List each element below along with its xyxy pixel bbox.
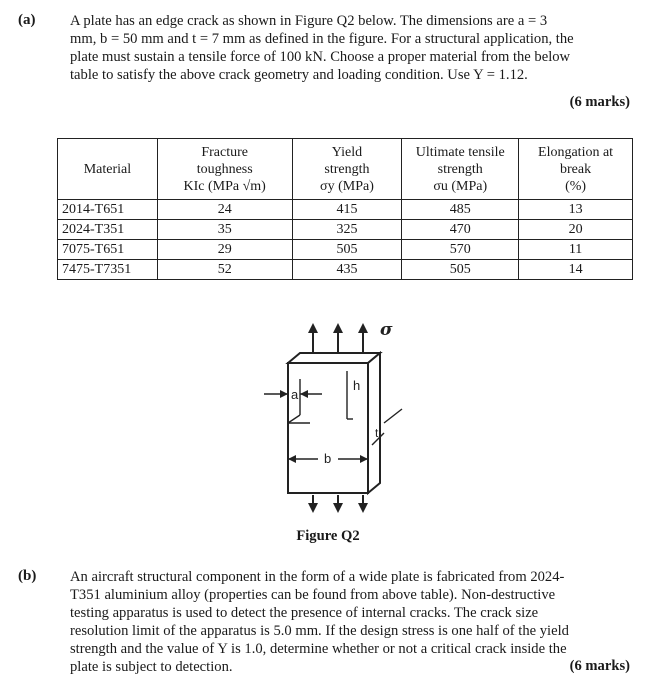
- part-a-line-2: mm, b = 50 mm and t = 7 mm as defined in the figure. For a structural application, the: [70, 31, 574, 47]
- b-label: b: [324, 451, 332, 466]
- header-yield-strength: [292, 139, 402, 200]
- cell-material: 7475-T7351: [58, 260, 158, 280]
- part-b-line-3: testing apparatus is used to detect the presence of internal cracks. The crack size: [70, 605, 539, 621]
- cell-fracture-toughness: 24: [157, 200, 292, 220]
- header-line: (%): [565, 178, 587, 194]
- header-line: σy (MPa): [320, 178, 374, 194]
- cell-ultimate-strength: 470: [402, 220, 519, 240]
- cell-elongation: 20: [519, 220, 633, 240]
- part-a-marks: (6 marks): [569, 94, 630, 110]
- table-row: [58, 240, 633, 260]
- figure-caption: Figure Q2: [296, 528, 360, 544]
- arrowhead-icon: [358, 503, 368, 513]
- header-line: break: [560, 161, 592, 177]
- part-b-line-5: strength and the value of Y is 1.0, determine whether or not a critical crack inside the: [70, 641, 567, 657]
- part-b-line-4: resolution limit of the apparatus is 5.0 mm. If the design stress is one half of the yield: [70, 623, 569, 639]
- cell-material: 2014-T651: [58, 200, 158, 220]
- table-row: [58, 220, 633, 240]
- material-table: [57, 138, 633, 280]
- top-arrowheads: [308, 323, 368, 333]
- part-a-label: (a): [18, 12, 36, 28]
- plate-side-face: [368, 353, 380, 493]
- cell-elongation: 13: [519, 200, 633, 220]
- cell-material: 2024-T351: [58, 220, 158, 240]
- part-a-line-1: A plate has an edge crack as shown in Figure Q2 below. The dimensions are a = 3: [70, 13, 548, 29]
- header-ultimate-tensile-strength: [402, 139, 519, 200]
- part-a-text: [70, 12, 574, 84]
- arrowhead-icon: [333, 503, 343, 513]
- t-label: t: [375, 426, 379, 440]
- cell-ultimate-strength: 485: [402, 200, 519, 220]
- a-label: a: [291, 387, 299, 402]
- cell-yield-strength: 325: [292, 220, 402, 240]
- header-line: strength: [324, 161, 370, 177]
- header-line: KIc (MPa √m): [183, 178, 266, 194]
- header-line: toughness: [196, 161, 253, 177]
- cell-ultimate-strength: 570: [402, 240, 519, 260]
- arrowhead-icon: [358, 323, 368, 333]
- part-b-label: (b): [18, 568, 37, 584]
- cell-fracture-toughness: 35: [157, 220, 292, 240]
- table-header-row: [58, 139, 633, 200]
- table-row: [58, 260, 633, 280]
- part-a-line-3: plate must sustain a tensile force of 100 kN. Choose a proper material from the below: [70, 49, 571, 65]
- plate-top-face: [288, 353, 380, 363]
- header-elongation: [519, 139, 633, 200]
- figure-q2-plate-diagram: [258, 315, 428, 515]
- header-line: σu (MPa): [433, 178, 488, 194]
- sigma-symbol: σ: [380, 320, 393, 340]
- part-b-text: [70, 568, 569, 676]
- part-b-line-1: An aircraft structural component in the form of a wide plate is fabricated from 2024-: [70, 569, 565, 585]
- header-line: Fracture: [201, 144, 249, 160]
- arrowhead-icon: [333, 323, 343, 333]
- bottom-arrowheads: [308, 503, 368, 513]
- header-line: strength: [437, 161, 483, 177]
- t-dim-line-top: [384, 409, 402, 423]
- header-fracture-toughness: [157, 139, 292, 200]
- h-label: h: [353, 378, 361, 393]
- header-material: [58, 139, 158, 200]
- header-line: Ultimate tensile: [415, 144, 505, 160]
- cell-fracture-toughness: 52: [157, 260, 292, 280]
- cell-material: 7075-T651: [58, 240, 158, 260]
- cell-yield-strength: 435: [292, 260, 402, 280]
- cell-elongation: 14: [519, 260, 633, 280]
- cell-yield-strength: 415: [292, 200, 402, 220]
- arrowhead-icon: [280, 390, 288, 398]
- header-line: Yield: [331, 144, 363, 160]
- part-a-line-4: table to satisfy the above crack geometry and loading condition. Use Y = 1.12.: [70, 67, 528, 83]
- header-material-text: Material: [83, 161, 132, 177]
- cell-fracture-toughness: 29: [157, 240, 292, 260]
- cell-yield-strength: 505: [292, 240, 402, 260]
- part-b-marks: (6 marks): [569, 658, 630, 674]
- part-b-line-6: plate is subject to detection.: [70, 659, 233, 675]
- table-row: [58, 200, 633, 220]
- arrowhead-icon: [308, 503, 318, 513]
- cell-elongation: 11: [519, 240, 633, 260]
- arrowhead-icon: [308, 323, 318, 333]
- cell-ultimate-strength: 505: [402, 260, 519, 280]
- header-line: Elongation at: [538, 144, 614, 160]
- part-b-line-2: T351 aluminium alloy (properties can be found from above table). Non-destructive: [70, 587, 556, 603]
